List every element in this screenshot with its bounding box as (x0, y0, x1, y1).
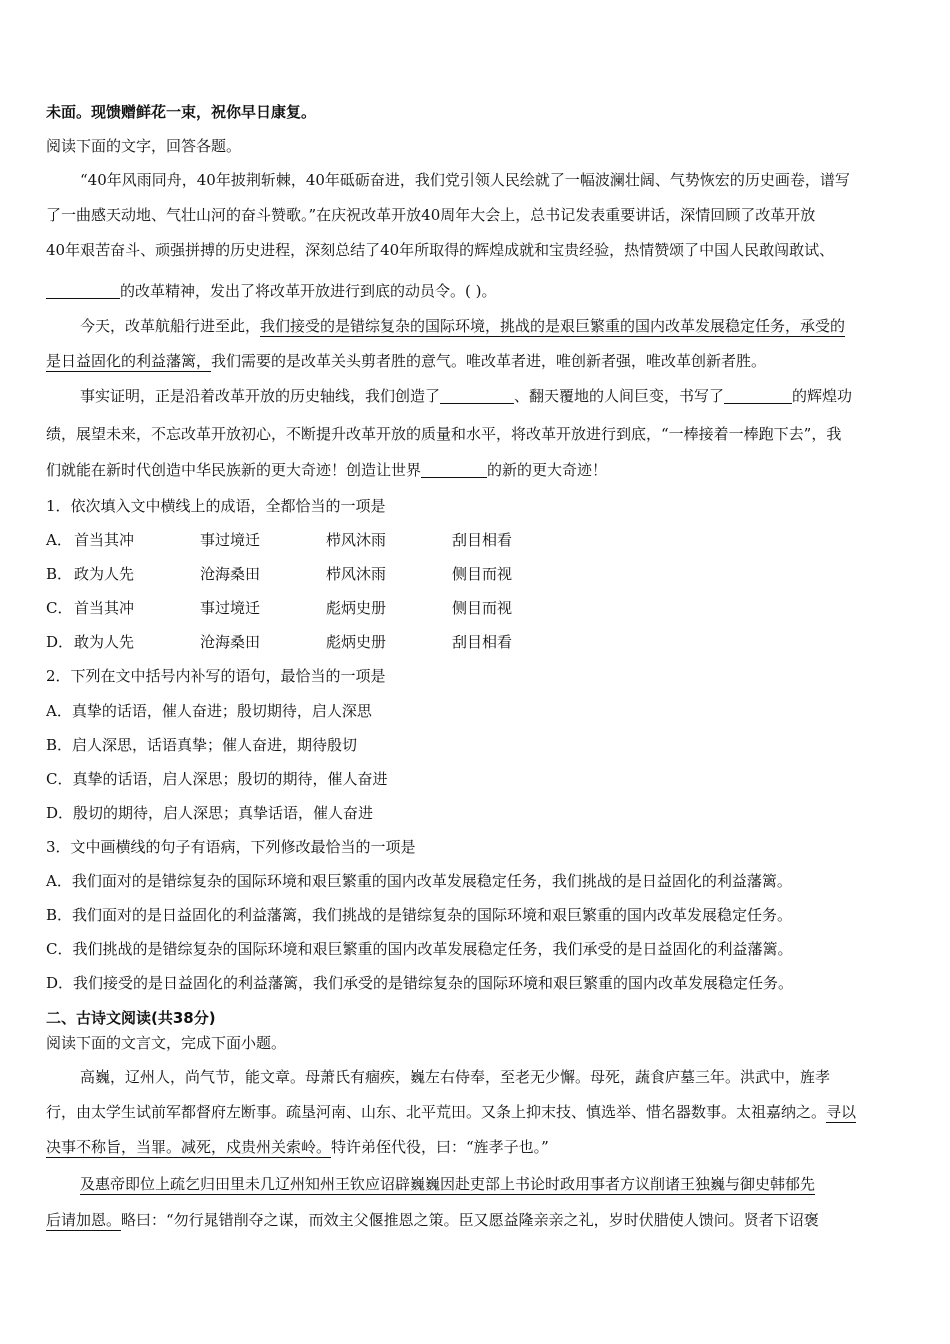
classical-p1-line-2 (46, 1102, 856, 1122)
answer-blank (724, 388, 792, 404)
classical-p1-line-2-a: 行，由太学生试前军都督府左断事。疏垦河南、山东、北平荒田。又条上抑末技、慎选举、惜名器数事。太祖嘉纳之。 (46, 1103, 827, 1121)
q2-option-d: D．殷切的期待，启人深思；真挚话语，催人奋进 (46, 804, 374, 822)
underlined-classical: 寻以 (826, 1103, 857, 1121)
idiom: 栉风沐雨 (326, 565, 387, 583)
p3-line-1-c: 的辉煌功 (792, 387, 853, 405)
idiom: 首当其冲 (74, 599, 135, 617)
p1-line-2: 了一曲感天动地、气壮山河的奋斗赞歌。”在庆祝改革开放40周年大会上，总书记发表重要讲话，深情回顾了改革开放 (46, 206, 816, 224)
p1-line-4 (46, 281, 496, 301)
q3-option-d: D．我们接受的是日益固化的利益藩篱，我们承受的是错综复杂的国际环境和艰巨繁重的国内改革发展稳定任务。 (46, 974, 794, 992)
idiom: 首当其冲 (74, 531, 135, 549)
p1-line-3: 40年艰苦奋斗、顽强拼搏的历史进程，深刻总结了40年所取得的辉煌成就和宝贵经验，热情赞颂了中国人民敢闯敢试、 (46, 241, 835, 259)
idiom: 侧目而视 (452, 565, 513, 583)
q3-option-a: A．我们面对的是错综复杂的国际环境和艰巨繁重的国内改革发展稳定任务，我们挑战的是日益固化的利益藩篱。 (46, 872, 792, 890)
p1-line-1: “40年风雨同舟，40年披荆斩棘，40年砥砺奋进，我们党引领人民绘就了一幅波澜壮阔、气势恢宏的历史画卷，谱写 (80, 171, 850, 189)
option-label: A． (46, 531, 72, 549)
p2-line-2-post: 我们需要的是改革关头剪者胜的意气。唯改革者进，唯创新者强，唯改革创新者胜。 (211, 352, 767, 370)
idiom: 沧海桑田 (200, 565, 261, 583)
idiom: 刮目相看 (452, 531, 513, 549)
answer-blank (46, 283, 120, 299)
p2-line-1 (80, 316, 845, 336)
reading-intro: 阅读下面的文字，回答各题。 (46, 137, 242, 155)
classical-p1-line-3 (46, 1137, 549, 1157)
option-label: D． (46, 633, 74, 651)
p3-line-3 (46, 460, 607, 480)
underlined-sentence-end: 是日益固化的利益藩篱， (46, 352, 212, 370)
idiom: 栉风沐雨 (326, 531, 387, 549)
classical-p2-line-2-b: 略曰：“勿行晁错削夺之谋，而效主父偃推恩之策。臣又愿益隆亲亲之礼，岁时伏腊使人馈问。贤者下诏褒 (121, 1211, 819, 1229)
underlined-unpunctuated: 及惠帝即位上疏乞归田里未几辽州知州王钦应诏辟巍巍因赴吏部上书论时政用事者方议削诸王独巍与御史韩郁先 (80, 1175, 816, 1193)
underlined-sentence: 我们接受的是错综复杂的国际环境，挑战的是艰巨繁重的国内改革发展稳定任务，承受的 (260, 317, 846, 335)
p3-line-1-b: 、翻天覆地的人间巨变，书写了 (514, 387, 725, 405)
q3-option-c: C．我们挑战的是错综复杂的国际环境和艰巨繁重的国内改革发展稳定任务，我们承受的是日益固化的利益藩篱。 (46, 940, 793, 958)
idiom: 彪炳史册 (326, 599, 387, 617)
section-2-intro: 阅读下面的文言文，完成下面小题。 (46, 1034, 287, 1052)
p3-line-1-a: 事实证明，正是沿着改革开放的历史轴线，我们创造了 (80, 387, 441, 405)
q1-option-d (46, 632, 572, 652)
classical-p2-line-1 (80, 1174, 815, 1194)
q1-stem: 1．依次填入文中横线上的成语，全都恰当的一项是 (46, 497, 386, 515)
idiom: 沧海桑田 (200, 633, 261, 651)
q2-option-b: B．启人深思，话语真挚；催人奋进，期待殷切 (46, 736, 358, 754)
idiom: 政为人先 (74, 565, 135, 583)
p3-line-2: 绩，展望未来，不忘改革开放初心，不断提升改革开放的质量和水平，将改革开放进行到底，“一棒接着一棒跑下去”，我 (46, 425, 842, 443)
q1-option-c (46, 598, 572, 618)
section-2-heading: 二、古诗文阅读(共38分) (46, 1009, 216, 1027)
q1-option-b (46, 564, 572, 584)
idiom: 敢为人先 (74, 633, 135, 651)
idiom: 彪炳史册 (326, 633, 387, 651)
idiom: 事过境迁 (200, 599, 261, 617)
classical-p2-line-2 (46, 1210, 819, 1230)
underlined-classical: 决事不称旨，当罪。减死，戍贵州关索岭。 (46, 1138, 332, 1156)
p3-line-3-b: 的新的更大奇迹！ (487, 461, 608, 479)
idiom: 刮目相看 (452, 633, 513, 651)
q3-option-b: B．我们面对的是日益固化的利益藩篱，我们挑战的是错综复杂的国际环境和艰巨繁重的国内改革发展稳定任务。 (46, 906, 793, 924)
classical-p1-line-3-b: 特许弟侄代役，曰：“旌孝子也。” (331, 1138, 549, 1156)
answer-blank (440, 388, 514, 404)
option-label: B． (46, 565, 73, 583)
q3-stem: 3．文中画横线的句子有语病，下列修改最恰当的一项是 (46, 838, 416, 856)
underlined-unpunctuated-end: 后请加恩。 (46, 1211, 122, 1229)
idiom: 事过境迁 (200, 531, 261, 549)
p2-line-1-pre: 今天，改革航船行进至此， (80, 317, 261, 335)
q2-option-c: C．真挚的话语，启人深思；殷切的期待，催人奋进 (46, 770, 388, 788)
p2-line-2 (46, 351, 766, 371)
classical-p1-line-1: 高巍，辽州人，尚气节，能文章。母萧氏有痼疾，巍左右侍奉，至老无少懈。母死，蔬食庐墓三年。洪武中，旌孝 (80, 1068, 831, 1086)
p3-line-3-a: 们就能在新时代创造中华民族新的更大奇迹！创造让世界 (46, 461, 422, 479)
option-label: C． (46, 599, 73, 617)
p3-line-1 (80, 386, 852, 406)
idiom: 侧目而视 (452, 599, 513, 617)
p1-line-4-text: 的改革精神，发出了将改革开放进行到底的动员令。( )。 (120, 282, 497, 300)
q2-stem: 2．下列在文中括号内补写的语句，最恰当的一项是 (46, 667, 386, 685)
top-line: 未面。现馈赠鲜花一束，祝你早日康复。 (46, 103, 317, 121)
q2-option-a: A．真挚的话语，催人奋进；殷切期待，启人深思 (46, 702, 372, 720)
answer-blank (421, 462, 487, 478)
q1-option-a (46, 530, 572, 550)
